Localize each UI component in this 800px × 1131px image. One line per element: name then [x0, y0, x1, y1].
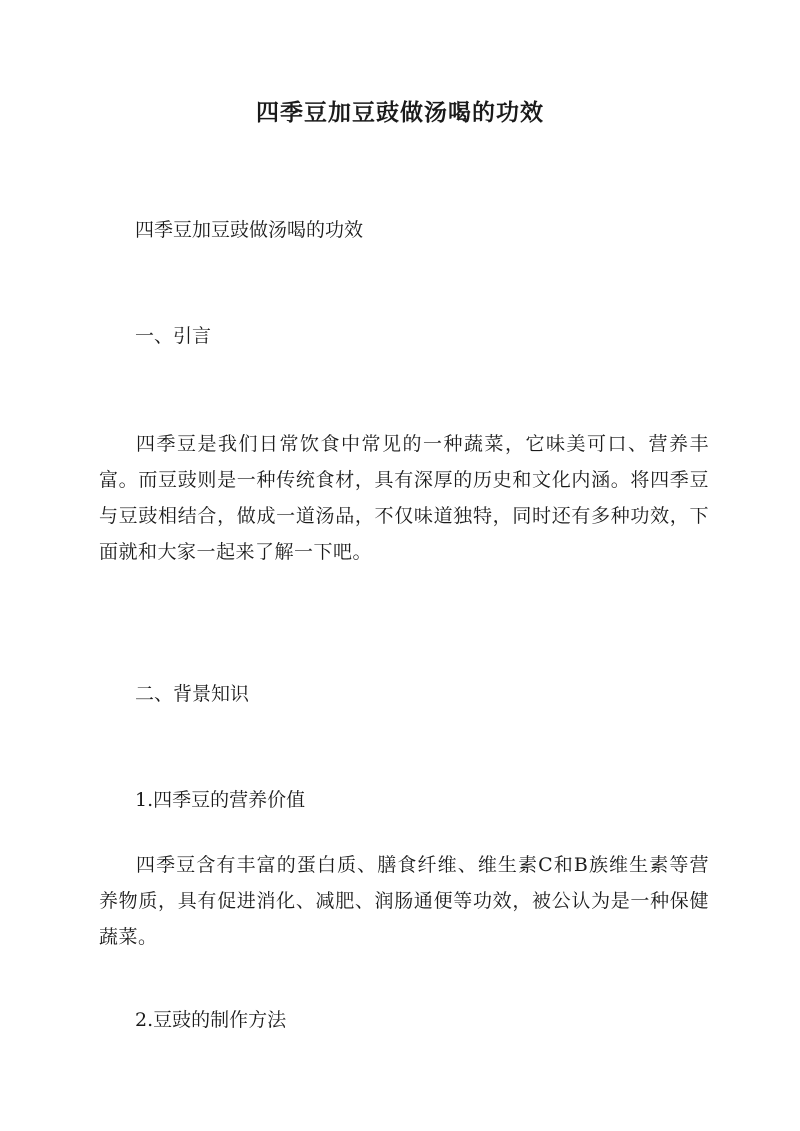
nutrition-paragraph: 四季豆含有丰富的蛋白质、膳食纤维、维生素C和B族维生素等营养物质，具有促进消化、减肥、润肠通便等功效，被公认为是一种保健蔬菜。: [99, 854, 709, 948]
intro-paragraph: 四季豆是我们日常饮食中常见的一种蔬菜，它味美可口、营养丰富。而豆豉则是一种传统食材，具有深厚的历史和文化内涵。将四季豆与豆豉相结合，做成一道汤品，不仅味道独特，同时还有多种功效，下面就和大家一起来了解一下吧。: [99, 433, 709, 563]
section-heading-intro: 一、引言: [135, 325, 212, 347]
document-title: 四季豆加豆豉做汤喝的功效: [256, 99, 544, 126]
document-subtitle: 四季豆加豆豉做汤喝的功效: [135, 219, 364, 241]
subsection-heading-douchi-method: 2.豆豉的制作方法: [135, 1009, 287, 1031]
section-heading-background: 二、背景知识: [135, 683, 250, 705]
subsection-heading-nutrition: 1.四季豆的营养价值: [135, 789, 306, 811]
